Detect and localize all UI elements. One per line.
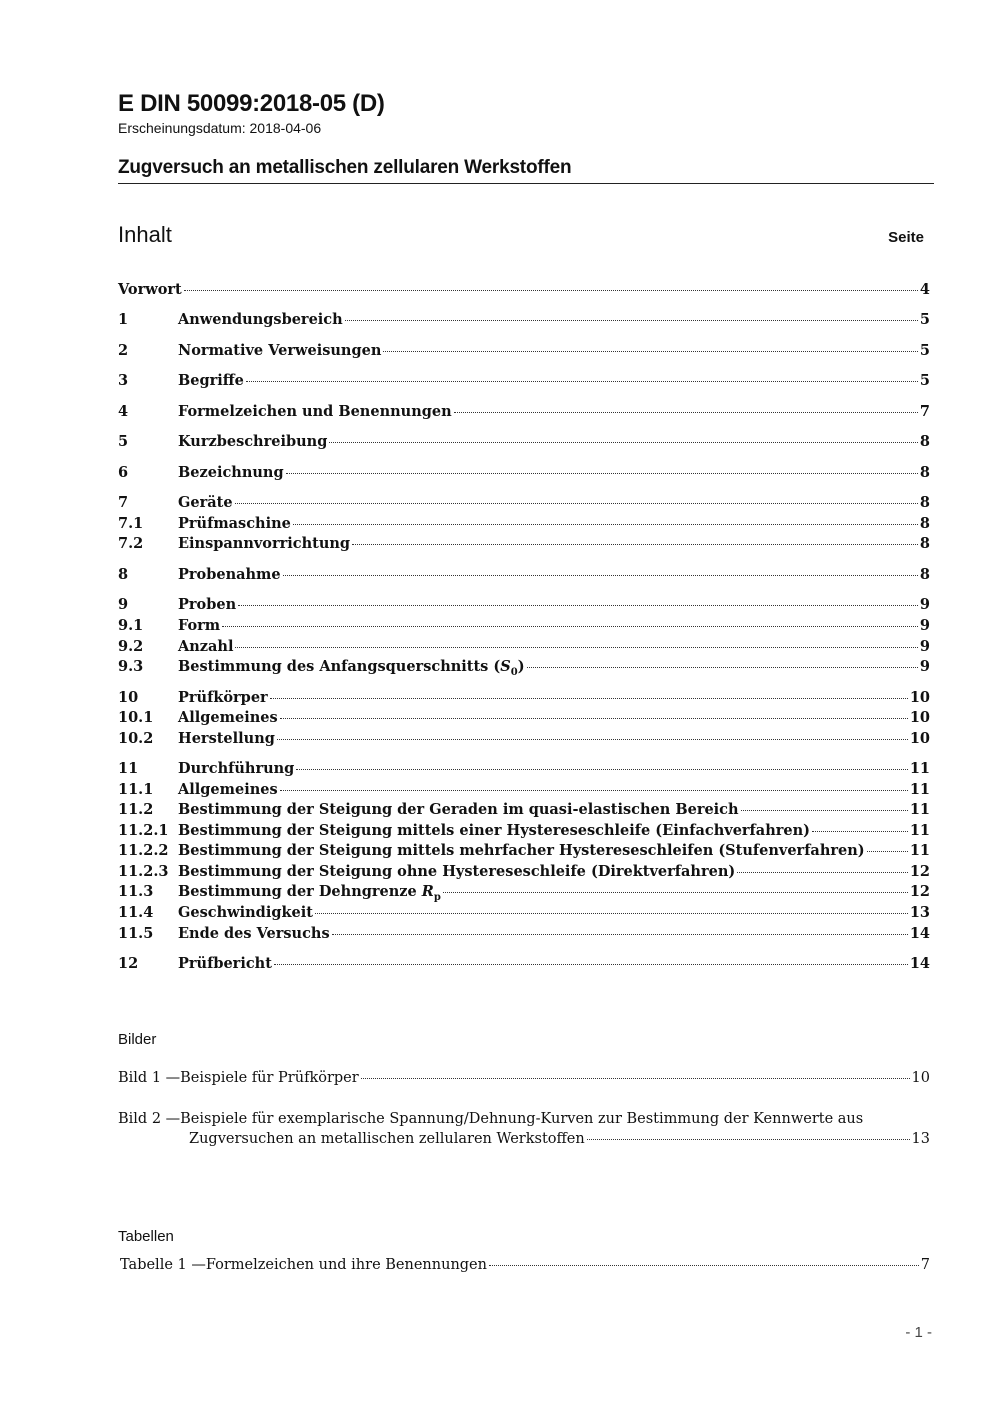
dot-leader [246, 381, 918, 382]
toc-entry[interactable] [118, 281, 930, 301]
toc-entry[interactable] [118, 781, 930, 801]
toc-entry-page: 10 [909, 730, 930, 747]
figure-entry-text: Beispiele für Prüfkörper [180, 1070, 359, 1086]
toc-entry-number: 2 [118, 342, 129, 359]
toc-entry-page: 8 [919, 566, 930, 583]
toc-entry-number: 10.1 [118, 709, 154, 726]
toc-entry[interactable] [118, 494, 930, 514]
toc-entry-page: 8 [919, 433, 930, 450]
toc-entry-page: 11 [909, 781, 930, 798]
dot-leader [277, 739, 908, 740]
table-entry-prefix: Tabelle 1 — [120, 1257, 206, 1273]
dot-leader [587, 1139, 910, 1140]
toc-entry-number: 7 [118, 494, 129, 511]
toc-entry-number: 5 [118, 433, 129, 450]
toc-entry[interactable] [118, 863, 930, 883]
toc-entry-text: Vorwort [118, 281, 182, 298]
toc-entry-number: 11.3 [118, 883, 154, 900]
formula-symbol: S [500, 658, 511, 675]
toc-entry-text: Allgemeines [178, 709, 278, 726]
title-divider [118, 183, 934, 184]
toc-entry-number: 9.1 [118, 617, 144, 634]
toc-entry-number: 11.2.3 [118, 863, 169, 880]
toc-entry-page: 14 [909, 955, 930, 972]
toc-entry-text: Normative Verweisungen [178, 342, 382, 359]
dot-leader [489, 1265, 919, 1266]
toc-entry-text: Bestimmung der Steigung mittels einer Hystereseschleife (Einfachverfahren) [178, 822, 811, 839]
toc-entry-number: 7.1 [118, 515, 144, 532]
toc-entry-text: Kurzbeschreibung [178, 433, 328, 450]
formula-symbol: R [421, 883, 434, 900]
table-entry-page: 7 [920, 1257, 930, 1273]
dot-leader [352, 544, 918, 545]
dot-leader [235, 503, 918, 504]
figure-entry-page: 13 [911, 1131, 930, 1147]
toc-entry-number: 8 [118, 566, 129, 583]
toc-entry[interactable] [118, 638, 930, 658]
toc-entry-number: 11.2.2 [118, 842, 169, 859]
figure-entry-2[interactable] [118, 1111, 930, 1127]
toc-entry[interactable] [118, 822, 930, 842]
figure-entry-prefix: Bild 1 — [118, 1070, 181, 1086]
toc-entry[interactable] [118, 658, 930, 678]
toc-entry[interactable] [118, 730, 930, 750]
toc-entry-text: Prüfbericht [178, 955, 272, 972]
toc-entry-suffix: ) [517, 658, 525, 675]
toc-entry-number: 12 [118, 955, 139, 972]
toc-entry[interactable] [118, 925, 930, 945]
toc-entry-text [178, 658, 525, 678]
toc-entry-page: 10 [909, 689, 930, 706]
toc-entry-number: 9.3 [118, 658, 144, 675]
toc-entry[interactable] [118, 904, 930, 924]
toc-entry-number: 11.2 [118, 801, 154, 818]
toc-entry-text: Ende des Versuchs [178, 925, 330, 942]
dot-leader [270, 698, 908, 699]
toc-entry-text: Bestimmung der Steigung der Geraden im quasi-elastischen Bereich [178, 801, 739, 818]
dot-leader [274, 964, 908, 965]
figure-entry-1[interactable] [118, 1070, 930, 1086]
dot-leader [454, 412, 918, 413]
toc-entry-page: 7 [919, 403, 930, 420]
toc-entry-text [178, 883, 441, 903]
toc-entry-page: 12 [909, 883, 930, 900]
dot-leader [812, 831, 908, 832]
toc-entry-number: 11.2.1 [118, 822, 169, 839]
toc-entry-text: Form [178, 617, 221, 634]
page-column-label: Seite [888, 229, 924, 246]
dot-leader [741, 810, 908, 811]
dot-leader [329, 442, 918, 443]
toc-entry[interactable] [118, 842, 930, 862]
figure-entry-page: 10 [911, 1070, 930, 1086]
toc-entry[interactable] [118, 596, 930, 616]
dot-leader [527, 667, 918, 668]
toc-entry-number: 11.4 [118, 904, 154, 921]
dot-leader [315, 913, 908, 914]
toc-entry-text: Einspannvorrichtung [178, 535, 351, 552]
toc-entry[interactable] [118, 709, 930, 729]
toc-entry-number: 3 [118, 372, 129, 389]
page-number: - 1 - [905, 1324, 932, 1341]
dot-leader [286, 473, 918, 474]
toc-entry-text: Bezeichnung [178, 464, 284, 481]
toc-entry-page: 9 [919, 658, 930, 675]
toc-entry[interactable] [118, 883, 930, 903]
dot-leader [280, 790, 908, 791]
dot-leader [443, 892, 908, 893]
toc-entry[interactable] [118, 311, 930, 331]
toc-entry-number: 9 [118, 596, 129, 613]
toc-entry-number: 1 [118, 311, 129, 328]
toc-entry-number: 9.2 [118, 638, 144, 655]
toc-entry-text: Allgemeines [178, 781, 278, 798]
table-entry-1[interactable] [120, 1257, 930, 1273]
toc-entry-text: Geschwindigkeit [178, 904, 313, 921]
toc-entry-number: 11 [118, 760, 139, 777]
toc-entry[interactable] [118, 433, 930, 453]
toc-entry[interactable] [118, 515, 930, 535]
toc-entry-number: 11.5 [118, 925, 154, 942]
dot-leader [737, 872, 908, 873]
toc-heading: Inhalt [118, 222, 172, 247]
dot-leader [361, 1078, 910, 1079]
toc-entry-page: 9 [919, 596, 930, 613]
dot-leader [283, 575, 918, 576]
dot-leader [332, 934, 908, 935]
toc-entry-page: 11 [909, 760, 930, 777]
toc-entry-text: Anzahl [178, 638, 234, 655]
toc-entry-text: Durchführung [178, 760, 295, 777]
dot-leader [383, 351, 918, 352]
toc-entry[interactable] [118, 760, 930, 780]
figure-entry-text-continued: Zugversuchen an metallischen zellularen Werkstoffen [189, 1131, 585, 1147]
toc-entry-page: 8 [919, 494, 930, 511]
toc-entry-page: 14 [909, 925, 930, 942]
dot-leader [345, 320, 918, 321]
toc-entry[interactable] [118, 342, 930, 362]
toc-entry-page: 8 [919, 464, 930, 481]
tables-heading: Tabellen [118, 1228, 174, 1245]
toc-entry-page: 11 [909, 842, 930, 859]
dot-leader [867, 851, 908, 852]
dot-leader [296, 769, 908, 770]
toc-entry[interactable] [118, 566, 930, 586]
toc-entry-number: 7.2 [118, 535, 144, 552]
toc-entry-number: 11.1 [118, 781, 154, 798]
toc-entry-text: Bestimmung der Steigung mittels mehrfacher Hystereseschleifen (Stufenverfahren) [178, 842, 865, 859]
toc-entry-text: Formelzeichen und Benennungen [178, 403, 452, 420]
publication-date: Erscheinungsdatum: 2018-04-06 [118, 120, 322, 136]
document-title: Zugversuch an metallischen zellularen Werkstoffen [118, 157, 572, 178]
toc-entry-text: Herstellung [178, 730, 275, 747]
toc-entry[interactable] [118, 403, 930, 423]
dot-leader [293, 524, 918, 525]
toc-entry[interactable] [118, 689, 930, 709]
toc-entry-text: Begriffe [178, 372, 244, 389]
toc-entry-page: 4 [919, 281, 930, 298]
toc-entry-text: Proben [178, 596, 237, 613]
toc-entry-page: 5 [919, 342, 930, 359]
document-id: E DIN 50099:2018-05 (D) [118, 90, 385, 117]
toc-entry[interactable] [118, 535, 930, 555]
toc-entry-number: 10 [118, 689, 139, 706]
toc-entry-page: 8 [919, 515, 930, 532]
toc-entry-text: Bestimmung der Steigung ohne Hystereseschleife (Direktverfahren) [178, 863, 736, 880]
dot-leader [222, 626, 918, 627]
toc-entry-page: 10 [909, 709, 930, 726]
toc-entry-text: Geräte [178, 494, 233, 511]
toc-entry-text: Probenahme [178, 566, 281, 583]
toc-entry-page: 5 [919, 311, 930, 328]
dot-leader [184, 290, 918, 291]
formula-subscript: 0 [510, 666, 518, 678]
toc-entry[interactable] [118, 955, 930, 975]
figures-heading: Bilder [118, 1031, 157, 1048]
figure-entry-text: Beispiele für exemplarische Spannung/Dehnung-Kurven zur Bestimmung der Kennwerte aus [180, 1111, 864, 1127]
dot-leader [235, 647, 917, 648]
toc-entry-page: 8 [919, 535, 930, 552]
toc-entry-number: 10.2 [118, 730, 154, 747]
toc-entry-page: 11 [909, 822, 930, 839]
toc-entry[interactable] [118, 372, 930, 392]
table-entry-text: Formelzeichen und ihre Benennungen [205, 1257, 487, 1273]
toc-entry-page: 9 [919, 638, 930, 655]
toc-entry-number: 6 [118, 464, 129, 481]
toc-entry-text: Prüfmaschine [178, 515, 291, 532]
toc-entry-text: Prüfkörper [178, 689, 268, 706]
toc-entry[interactable] [118, 464, 930, 484]
toc-entry-number: 4 [118, 403, 129, 420]
toc-entry-page: 12 [909, 863, 930, 880]
figure-entry-2-continuation[interactable] [189, 1131, 930, 1147]
dot-leader [238, 605, 918, 606]
figure-entry-prefix: Bild 2 — [118, 1111, 181, 1127]
toc-entry-title: Bestimmung der Dehngrenze [178, 883, 422, 900]
toc-entry-page: 13 [909, 904, 930, 921]
toc-entry-page: 5 [919, 372, 930, 389]
formula-subscript: p [433, 891, 441, 903]
toc-entry-page: 11 [909, 801, 930, 818]
toc-entry[interactable] [118, 801, 930, 821]
toc-entry-title: Bestimmung des Anfangsquerschnitts ( [178, 658, 501, 675]
toc-entry-page: 9 [919, 617, 930, 634]
toc-entry-text: Anwendungsbereich [178, 311, 343, 328]
dot-leader [280, 718, 908, 719]
toc-entry[interactable] [118, 617, 930, 637]
